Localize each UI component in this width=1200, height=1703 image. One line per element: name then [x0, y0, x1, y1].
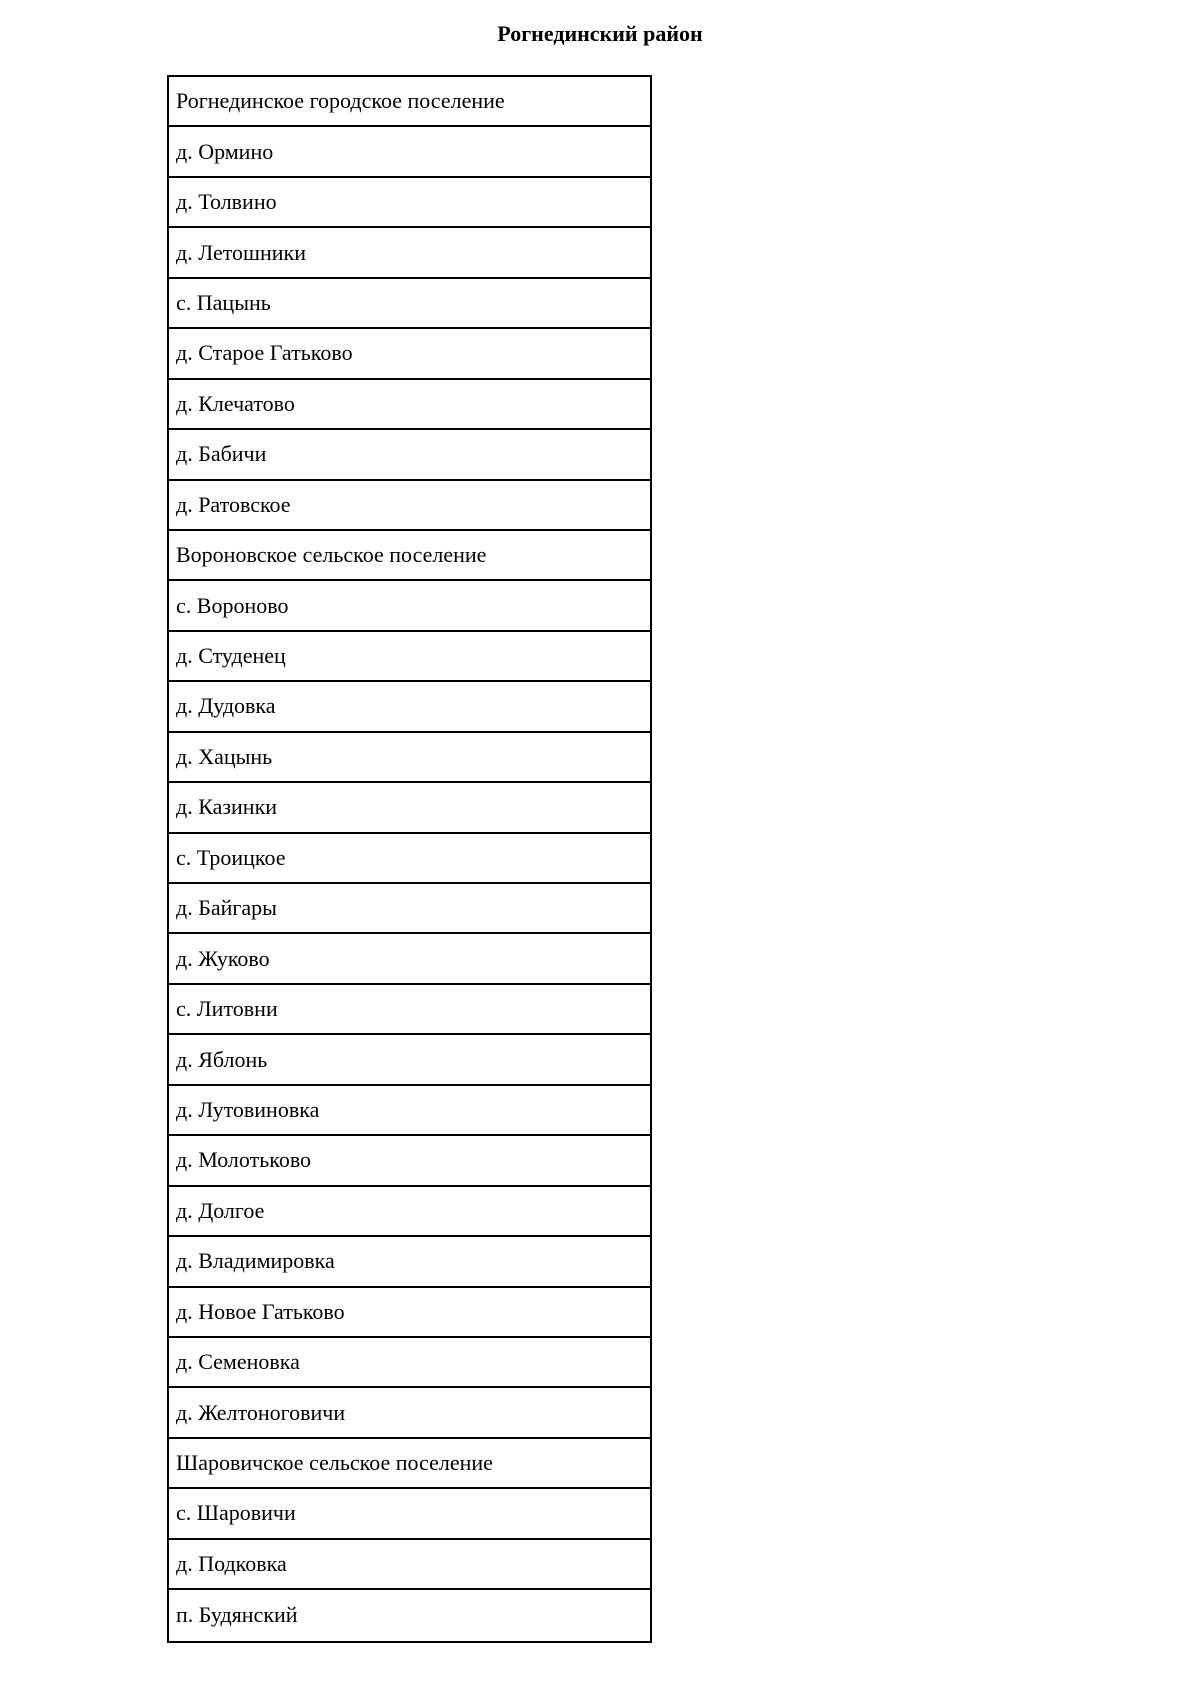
table-row: п. Будянский [176, 1602, 298, 1628]
table-row: д. Яблонь [169, 1035, 650, 1085]
table-row: д. Бабичи [169, 430, 650, 480]
table-row: д. Летошники [169, 228, 650, 278]
table-row: д. Ратовское [169, 481, 650, 531]
table-row: д. Лутовиновка [169, 1086, 650, 1136]
table-row: Рогнединское городское поселение [169, 77, 650, 127]
table-row: д. Новое Гатьково [169, 1288, 650, 1338]
table-row: с. Троицкое [169, 834, 650, 884]
table-row: с. Шаровичи [169, 1489, 650, 1539]
table-row: д. Студенец [169, 632, 650, 682]
table-row: д. Клечатово [169, 380, 650, 430]
table-row: Шаровичское сельское поселение [169, 1439, 650, 1489]
table-row: д. Семеновка [169, 1338, 650, 1388]
table-row: д. Подковка [169, 1540, 650, 1590]
table-row: д. Старое Гатьково [169, 329, 650, 379]
table-row: с. Вороново [169, 581, 650, 631]
table-row: д. Долгое [169, 1187, 650, 1237]
table-row: д. Дудовка [169, 682, 650, 732]
table-row: Вороновское сельское поселение [169, 531, 650, 581]
table-row: д. Казинки [169, 783, 650, 833]
table-row: д. Хацынь [169, 733, 650, 783]
settlements-table [167, 75, 652, 1643]
page-title: Рогнединский район [497, 21, 703, 46]
table-row: д. Владимировка [169, 1237, 650, 1287]
table-row: д. Толвино [169, 178, 650, 228]
table-row: с. Литовни [169, 985, 650, 1035]
table-row: д. Ормино [169, 127, 650, 177]
table-row: д. Байгары [169, 884, 650, 934]
table-row: с. Пацынь [169, 279, 650, 329]
table-row: д. Жуково [169, 934, 650, 984]
table-row: д. Желтоноговичи [169, 1388, 650, 1438]
table-row: д. Молотьково [169, 1136, 650, 1186]
